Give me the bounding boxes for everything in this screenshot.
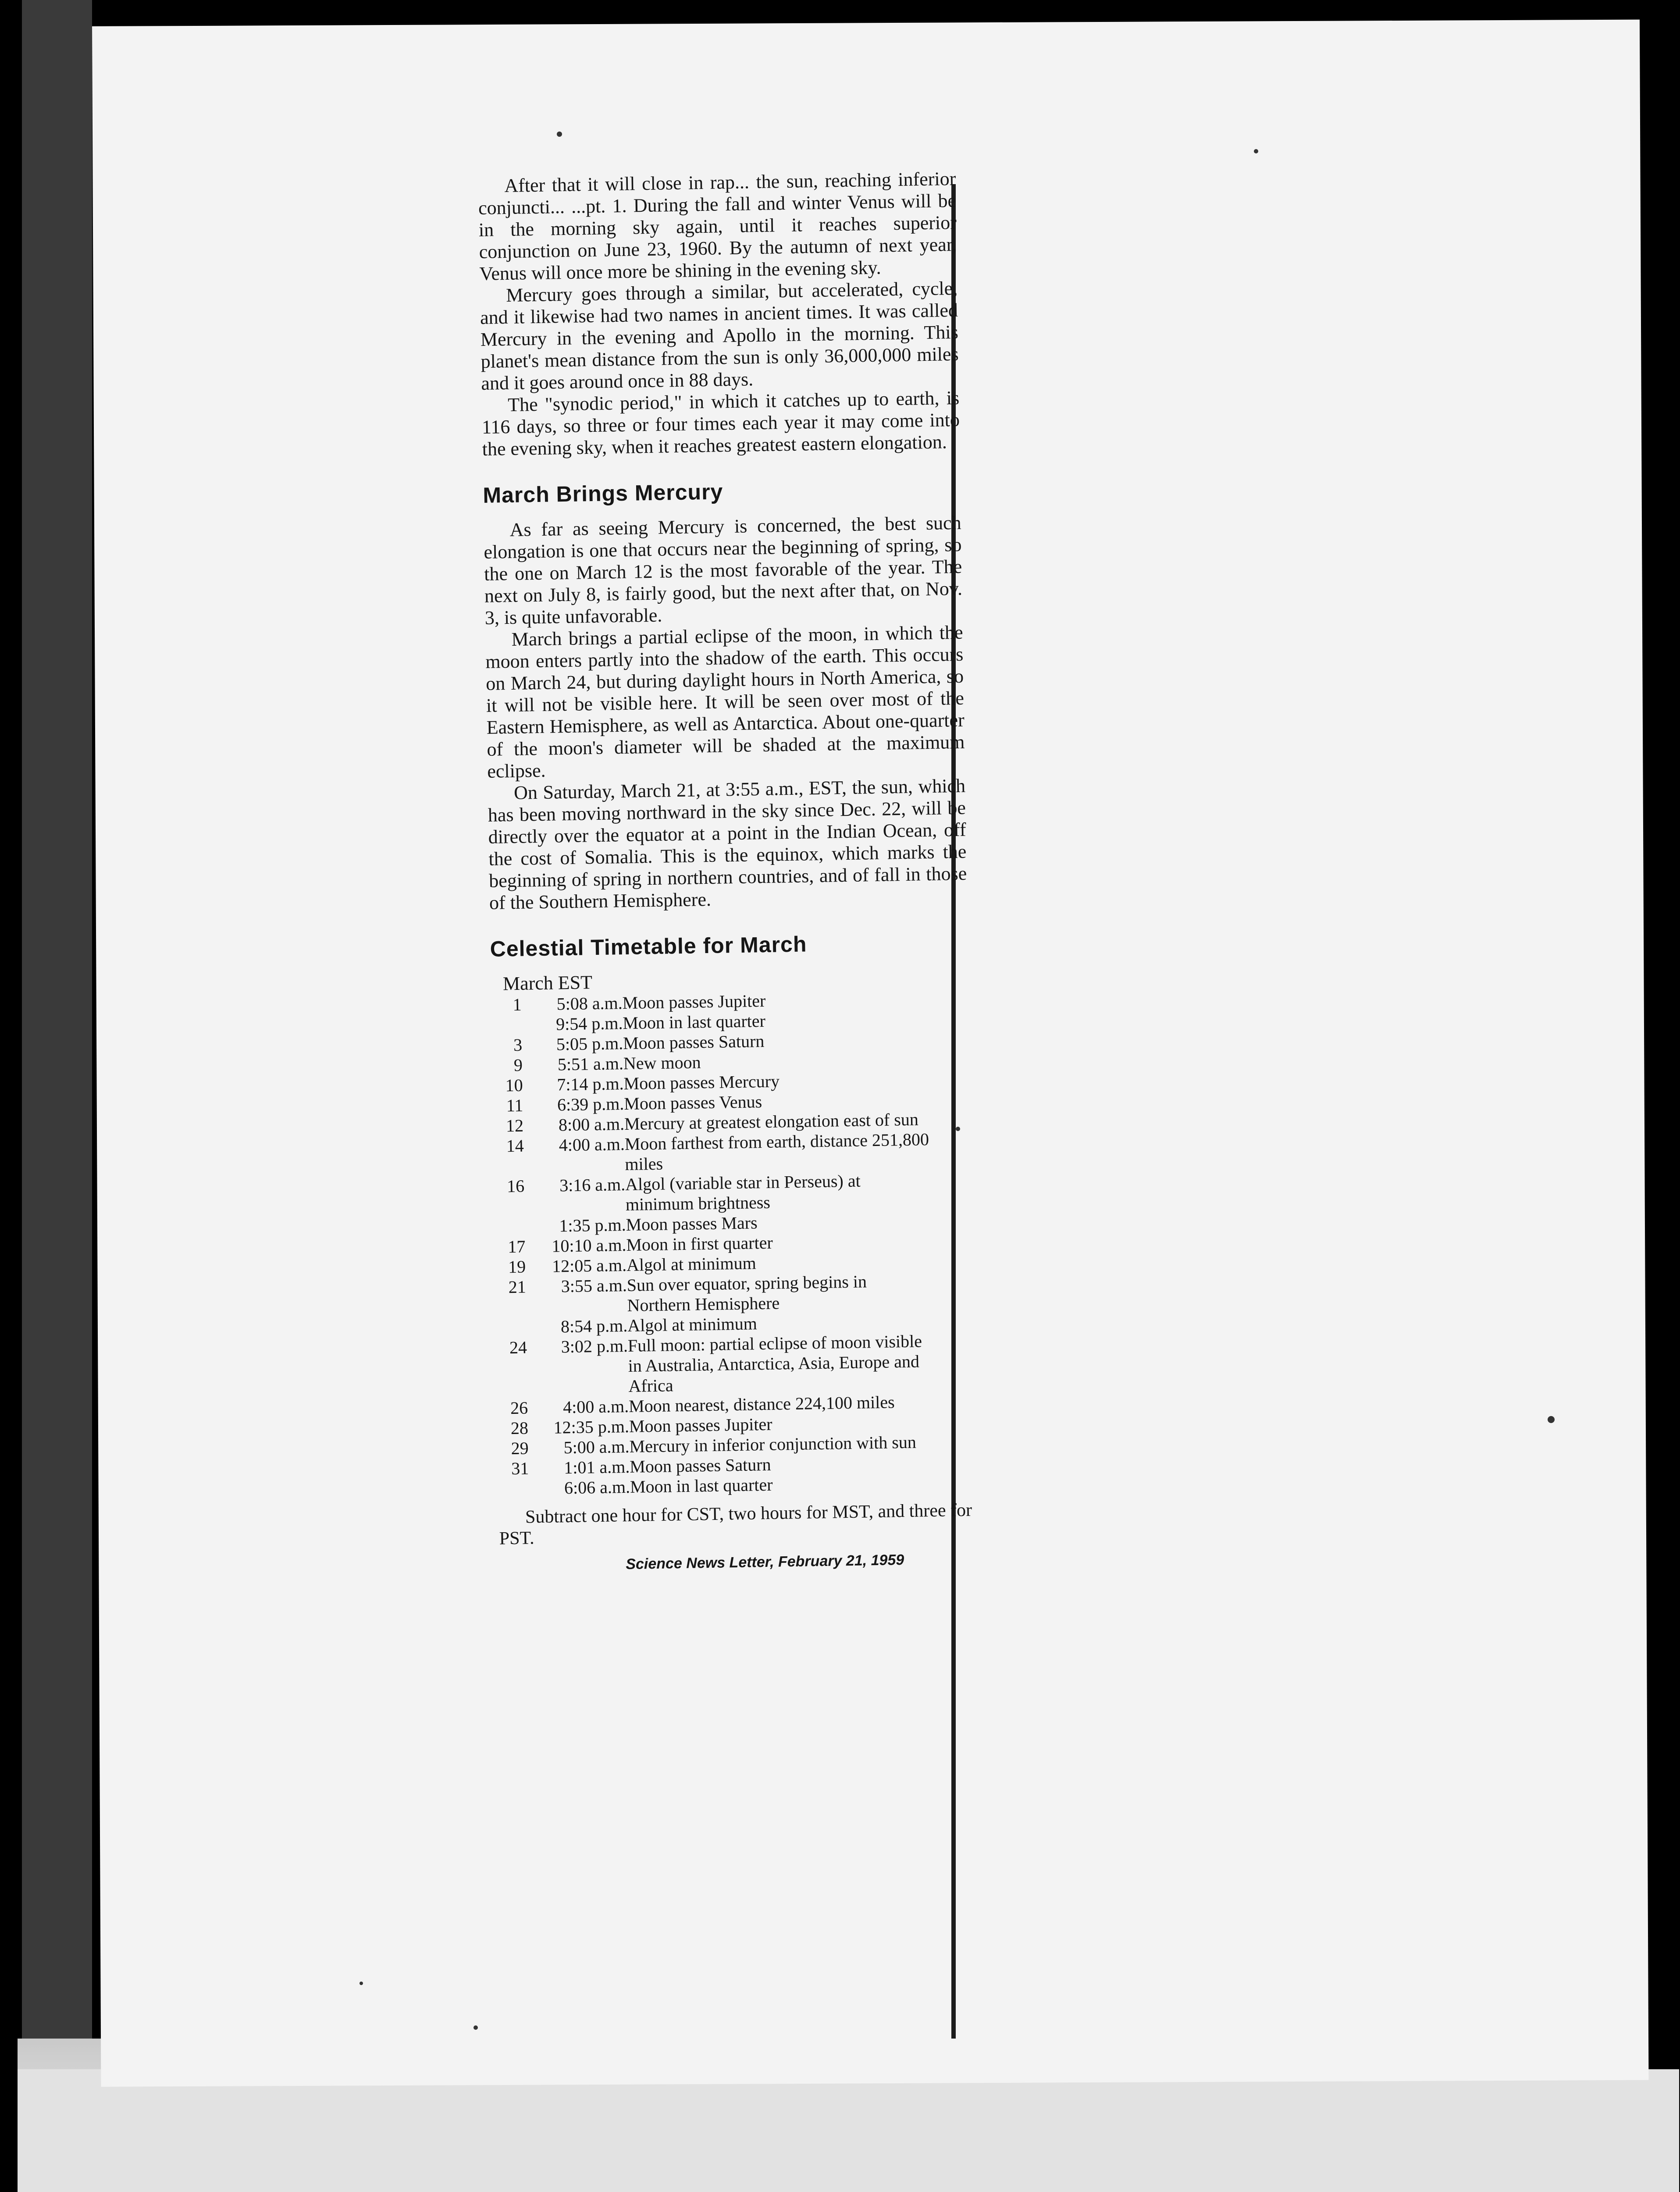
timetable-event: Moon passes Venus [623, 1092, 762, 1114]
timetable-day: 12 [505, 1115, 524, 1136]
timetable-time: 1:35 p.m. [559, 1214, 626, 1236]
timetable-time: 12:35 p.m. [553, 1416, 630, 1438]
timetable-event: Algol at minimum [626, 1253, 756, 1275]
timetable-time: 6:39 p.m. [557, 1094, 624, 1115]
timetable-day: 3 [513, 1035, 523, 1055]
timetable-event: Moon farthest from earth, distance 251,800 miles [624, 1129, 929, 1174]
timetable-time: 9:54 p.m. [555, 1013, 623, 1034]
timetable-event: Algol (variable star in Perseus) at minimum brightness [625, 1171, 861, 1214]
timetable-day: 26 [510, 1398, 528, 1418]
film-speck [557, 132, 562, 137]
film-speck [1548, 1416, 1555, 1423]
film-scratch-marks [79, 2183, 219, 2192]
timetable-time: 7:14 p.m. [557, 1074, 624, 1095]
paragraph-elongation: As far as seeing Mercury is concerned, the best such elongation is one that occurs near the beginning of spring, so the one on March 12 is the most favorable of the year. The next on July 8, is fairly good, but the next after that, on Nov. 3, is quite unfavorable. [484, 512, 963, 629]
timetable-day: 16 [506, 1176, 525, 1196]
timetable-time: 1:01 a.m. [563, 1456, 630, 1478]
timetable-time: 5:00 a.m. [563, 1436, 630, 1458]
timetable-event: Sun over equator, spring begins in Northern Hemisphere [626, 1271, 867, 1315]
timetable-time: 5:05 p.m. [556, 1033, 623, 1054]
article-column [478, 168, 978, 1577]
timetable-header: March EST [502, 971, 593, 995]
timetable-event: Moon in last quarter [623, 1011, 766, 1033]
source-credit: Science News Letter, February 21, 1959 [625, 1551, 904, 1573]
timezone-note: Subtract one hour for CST, two hours for MST, and three for PST. [499, 1500, 972, 1549]
timetable-row [493, 1129, 932, 1177]
timetable-day: 21 [508, 1277, 527, 1297]
timetable-event: Full moon: partial eclipse of moon visible in Australia, Antarctica, Asia, Europe and Africa [627, 1331, 922, 1396]
timetable-event: Moon nearest, distance 224,100 miles [628, 1392, 895, 1416]
timetable-day: 24 [509, 1337, 527, 1358]
timetable-day: 14 [506, 1135, 524, 1156]
timetable-event: Moon in last quarter [630, 1474, 773, 1497]
timetable-day: 10 [505, 1075, 523, 1096]
paragraph-synodic-period: The "synodic period," in which it catches up to earth, is 116 days, so three or four times each year it may come into the evening sky, when it reaches greatest eastern elongation. [481, 387, 960, 460]
paragraph-equinox: On Saturday, March 21, at 3:55 a.m., EST, the sun, which has been moving northward in the sky since Dec. 22, will be directly over the equator at a point in the Indian Ocean, off the cost of Somalia. This is the equinox, which marks the beginning of spring in northern countries, and of fall in those of the Southern Hemisphere. [488, 775, 967, 914]
timetable-day [494, 1217, 525, 1237]
timetable-day: 1 [513, 994, 522, 1014]
heading-celestial-timetable: Celestial Timetable for March [490, 932, 807, 961]
timetable-event: Moon in first quarter [626, 1232, 773, 1255]
timetable-day [496, 1317, 527, 1338]
timetable-event: Moon passes Mercury [623, 1071, 780, 1094]
celestial-timetable [491, 988, 937, 1499]
film-speck [359, 1982, 363, 1985]
film-background-bottom [18, 2069, 1679, 2192]
timetable-event: Moon passes Saturn [629, 1454, 771, 1477]
timetable-event: New moon [623, 1052, 701, 1074]
paragraph-eclipse: March brings a partial eclipse of the moon, in which the moon enters partly into the shadow of the earth. This occurs on March 24, but during daylight hours in North America, so it will not be visible here. It will be seen over most of the Eastern Hemisphere, as well as Antarctica. About one-quarter of the moon's diameter will be shaded at the maximum eclipse. [485, 621, 965, 782]
timetable-day: 19 [508, 1256, 526, 1277]
timetable-time: 8:54 p.m. [560, 1315, 628, 1337]
timetable-time: 4:00 a.m. [559, 1134, 625, 1155]
timetable-day [498, 1479, 530, 1499]
timetable-event: Mercury at greatest elongation east of sun [624, 1109, 919, 1134]
timetable-event: Moon passes Jupiter [629, 1414, 772, 1436]
timetable-row [494, 1170, 933, 1217]
timetable-time: 5:08 a.m. [556, 993, 623, 1014]
timetable-day: 31 [511, 1458, 529, 1479]
timetable-day: 11 [506, 1095, 523, 1116]
timetable-event: Algol at minimum [627, 1313, 758, 1335]
timetable-day [491, 1015, 522, 1036]
timetable-time: 8:00 a.m. [558, 1114, 625, 1135]
timetable-event: Mercury in inferior conjunction with sun [629, 1432, 917, 1456]
heading-march-brings-mercury: March Brings Mercury [483, 479, 723, 508]
timetable-time: 3:16 a.m. [559, 1174, 626, 1196]
timetable-time: 4:00 a.m. [562, 1396, 629, 1417]
timetable-time: 3:55 a.m. [561, 1275, 627, 1296]
film-speck [1254, 149, 1258, 153]
film-frame-edge [22, 0, 92, 2148]
film-speck [956, 1127, 960, 1131]
timetable-day: 17 [508, 1236, 526, 1257]
timetable-event: Moon passes Jupiter [622, 990, 766, 1013]
timetable-day: 9 [513, 1055, 523, 1075]
timetable-time: 6:06 a.m. [564, 1477, 630, 1498]
timetable-time: 3:02 p.m. [561, 1335, 628, 1357]
timetable-row [495, 1270, 934, 1318]
timetable-time: 12:05 a.m. [552, 1255, 627, 1276]
timetable-row [496, 1331, 936, 1398]
timetable-event: Moon passes Saturn [623, 1031, 765, 1053]
timetable-time: 10:10 a.m. [552, 1235, 626, 1256]
timetable-event: Moon passes Mars [626, 1213, 758, 1235]
paragraph-venus-cycle: After that it will close in rap... the sun, reaching inferior conjuncti... ...pt. 1. During the fall and winter Venus will be in the morning sky again, until it reaches superior conjunction on June 23, 1960. By the autumn of next year, Venus will once more be shining in the evening sky. [478, 167, 957, 285]
timetable-day: 29 [511, 1438, 529, 1459]
film-speck [473, 2025, 478, 2030]
timetable-day: 28 [510, 1418, 529, 1438]
paragraph-mercury-cycle: Mercury goes through a similar, but accelerated, cycle, and it likewise had two names in ancient times. It was called Mercury in the evening and Apollo in the morning. This planet's mean distance from the sun is only 36,000,000 miles and it goes around once in 88 days. [480, 277, 959, 394]
timetable-time: 5:51 a.m. [557, 1053, 624, 1075]
